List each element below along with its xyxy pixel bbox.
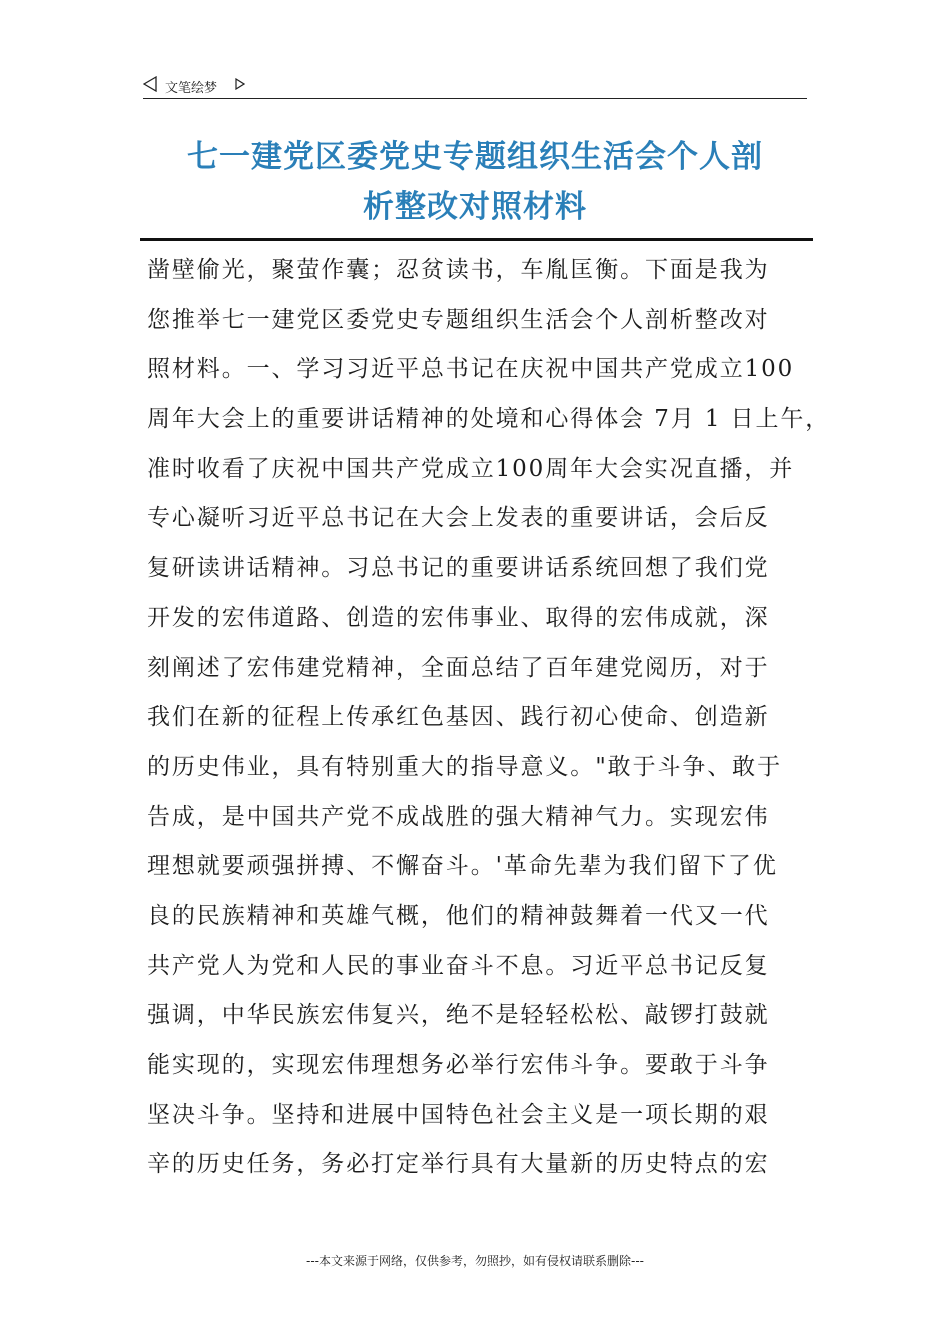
body-line: 开发的宏伟道路、创造的宏伟事业、取得的宏伟成就，深 — [147, 604, 770, 631]
page-header — [143, 74, 807, 99]
triangle-right-icon — [235, 78, 245, 90]
title-line-2: 析整改对照材料 — [363, 189, 587, 225]
body-line: 辛的历史任务，务必打定举行具有大量新的历史特点的宏 — [147, 1151, 770, 1178]
body-line: 我们在新的征程上传承红色基因、践行初心使命、创造新 — [147, 704, 770, 731]
triangle-left-icon — [143, 76, 157, 92]
body-line: 复研读讲话精神。习总书记的重要讲话系统回想了我们党 — [147, 555, 770, 582]
body-line: 周年大会上的重要讲话精神的处境和心得体会 7月 1 日上午， — [147, 406, 831, 433]
body-line: 的历史伟业，具有特别重大的指导意义。"敢于斗争、敢于 — [147, 753, 782, 780]
body-line: 凿壁偷光，聚萤作囊；忍贫读书，车胤匡衡。下面是我为 — [147, 257, 770, 283]
title-divider — [140, 238, 813, 241]
body-line: 准时收看了庆祝中国共产党成立100周年大会实况直播，并 — [147, 455, 795, 482]
body-line: 您推举七一建党区委党史专题组织生活会个人剖析整改对 — [147, 306, 770, 333]
body-line: 共产党人为党和人民的事业奋斗不息。习近平总书记反复 — [147, 952, 770, 979]
body-line: 理想就要顽强拼搏、不懈奋斗。'革命先辈为我们留下了优 — [147, 853, 778, 880]
document-title — [140, 132, 810, 232]
body-text — [147, 246, 831, 1190]
body-line: 良的民族精神和英雄气概，他们的精神鼓舞着一代又一代 — [147, 902, 770, 929]
body-line: 刻阐述了宏伟建党精神，全面总结了百年建党阅历，对于 — [147, 654, 770, 681]
body-line: 照材料。一、学习习近平总书记在庆祝中国共产党成立100 — [147, 356, 795, 383]
page-footer: ---本文来源于网络，仅供参考，勿照抄，如有侵权请联系删除--- — [306, 1254, 644, 1268]
header-brand: 文笔绘梦 — [165, 81, 218, 96]
body-line: 坚决斗争。坚持和进展中国特色社会主义是一项长期的艰 — [147, 1101, 770, 1128]
body-line: 能实现的，实现宏伟理想务必举行宏伟斗争。要敢于斗争 — [147, 1052, 770, 1078]
body-line: 告成，是中国共产党不成战胜的强大精神气力。实现宏伟 — [147, 803, 770, 830]
body-line: 专心凝听习近平总书记在大会上发表的重要讲话，会后反 — [147, 505, 770, 532]
title-line-1: 七一建党区委党史专题组织生活会个人剖 — [187, 139, 763, 175]
body-line: 强调，中华民族宏伟复兴，绝不是轻轻松松、敲锣打鼓就 — [147, 1002, 770, 1029]
